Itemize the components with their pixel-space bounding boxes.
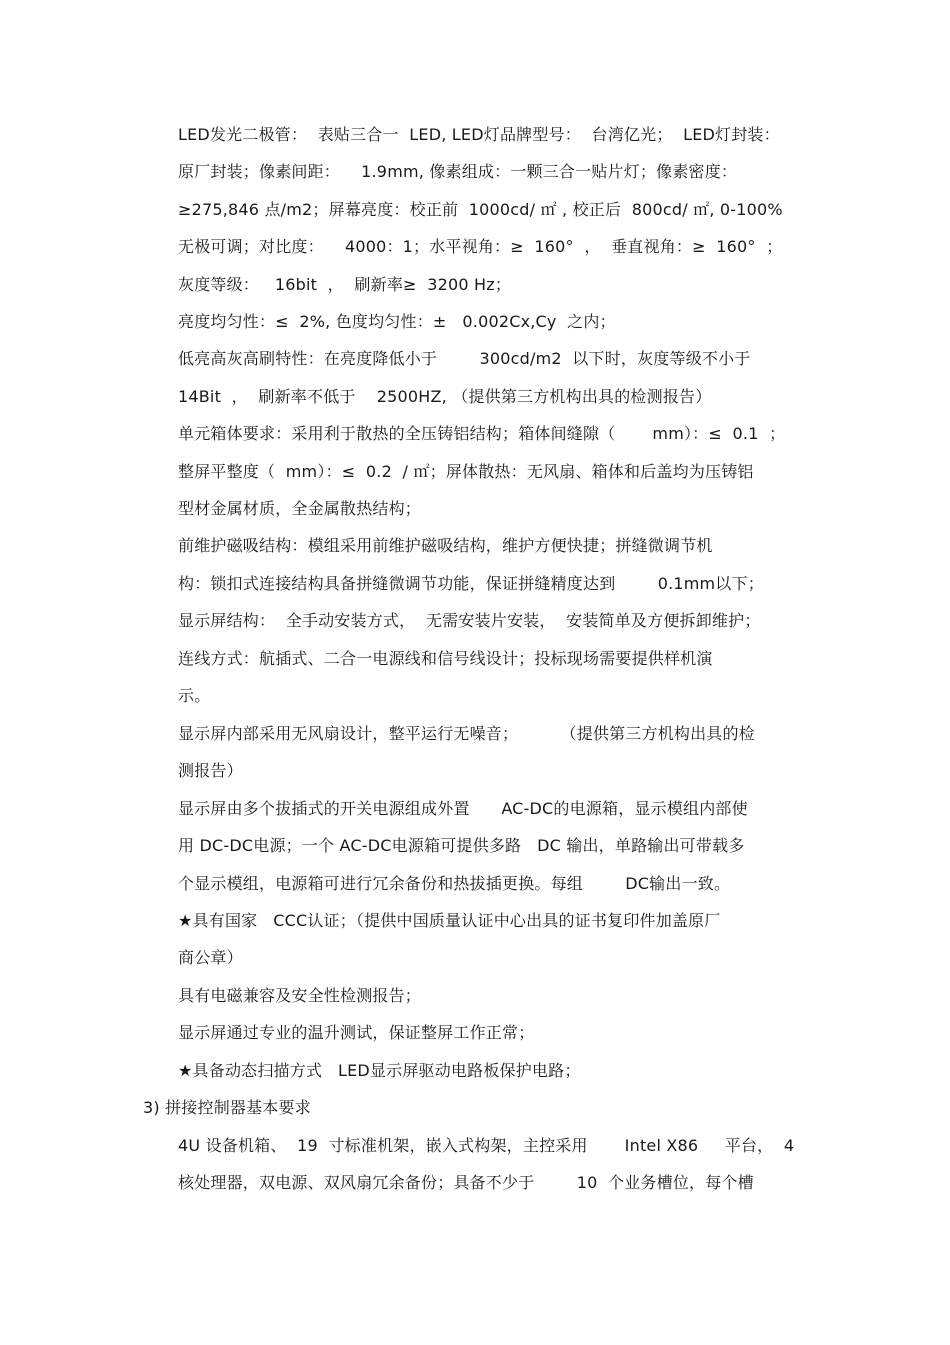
text-line: 连线方式：航插式、二合一电源线和信号线设计；投标现场需要提供样机演 <box>178 649 713 668</box>
text-line: 商公章） <box>178 948 243 967</box>
text-line: 亮度均匀性：≤ 2%, 色度均匀性：± 0.002Cx,Cy 之内； <box>178 312 616 331</box>
text-line: LED发光二极管： 表贴三合一 LED, LED灯品牌型号： 台湾亿光； LED灯封装： <box>178 125 780 144</box>
text-line: ★具备动态扫描方式 LED显示屏驱动电路板保护电路； <box>178 1061 581 1080</box>
text-line: 原厂封装；像素间距： 1.9mm, 像素组成：一颗三合一贴片灯；像素密度： <box>178 162 738 181</box>
text-line: 示。 <box>178 686 211 705</box>
text-line: 型材金属材质，全金属散热结构； <box>178 499 422 518</box>
section-heading: 3) 拼接控制器基本要求 <box>143 1098 311 1117</box>
text-line: 无极可调；对比度： 4000：1；水平视角：≥ 160° ， 垂直视角：≥ 160° ； <box>178 237 783 256</box>
text-line: 核处理器，双电源、双风扇冗余备份；具备不少于 10 个业务槽位，每个槽 <box>178 1173 754 1192</box>
text-line: 显示屏结构： 全手动安装方式， 无需安装片安装， 安装简单及方便拆卸维护； <box>178 611 761 630</box>
text-line: 灰度等级： 16bit ， 刷新率≥ 3200 Hz； <box>178 275 512 294</box>
text-line: 单元箱体要求：采用利于散热的全压铸铝结构；箱体间缝隙（ mm）：≤ 0.1 ； <box>178 424 786 443</box>
text-line: 前维护磁吸结构：模组采用前维护磁吸结构，维护方便快捷；拼缝微调节机 <box>178 536 713 555</box>
text-line: 具有电磁兼容及安全性检测报告； <box>178 986 422 1005</box>
text-line: ≥275,846 点/m2；屏幕亮度：校正前 1000cd/ ㎡ , 校正后 800cd/ ㎡, 0-100% <box>178 200 783 219</box>
text-line: 个显示模组，电源箱可进行冗余备份和热拔插更换。每组 DC输出一致。 <box>178 874 731 893</box>
text-line: 整屏平整度（ mm）：≤ 0.2 / ㎡；屏体散热：无风扇、箱体和后盖均为压铸铝 <box>178 462 754 481</box>
text-line: 显示屏由多个拔插式的开关电源组成外置 AC-DC的电源箱，显示模组内部使 <box>178 799 748 818</box>
text-line: 构：锁扣式连接结构具备拼缝微调节功能，保证拼缝精度达到 0.1mm以下； <box>178 574 764 593</box>
text-line: 4U 设备机箱、 19 寸标准机架，嵌入式构架，主控采用 Intel X86 平台， 4 <box>178 1136 795 1155</box>
text-line: 14Bit ， 刷新率不低于 2500HZ, （提供第三方机构出具的检测报告） <box>178 387 712 406</box>
text-line: 显示屏通过专业的温升测试，保证整屏工作正常； <box>178 1023 535 1042</box>
text-line: 低亮高灰高刷特性：在亮度降低小于 300cd/m2 以下时，灰度等级不小于 <box>178 349 751 368</box>
text-line: 测报告） <box>178 761 243 780</box>
text-line: ★具有国家 CCC认证；（提供中国质量认证中心出具的证书复印件加盖原厂 <box>178 911 721 930</box>
text-line: 用 DC-DC电源；一个 AC-DC电源箱可提供多路 DC 输出，单路输出可带载多 <box>178 836 745 855</box>
text-line: 显示屏内部采用无风扇设计，整平运行无噪音； （提供第三方机构出具的检 <box>178 724 755 743</box>
